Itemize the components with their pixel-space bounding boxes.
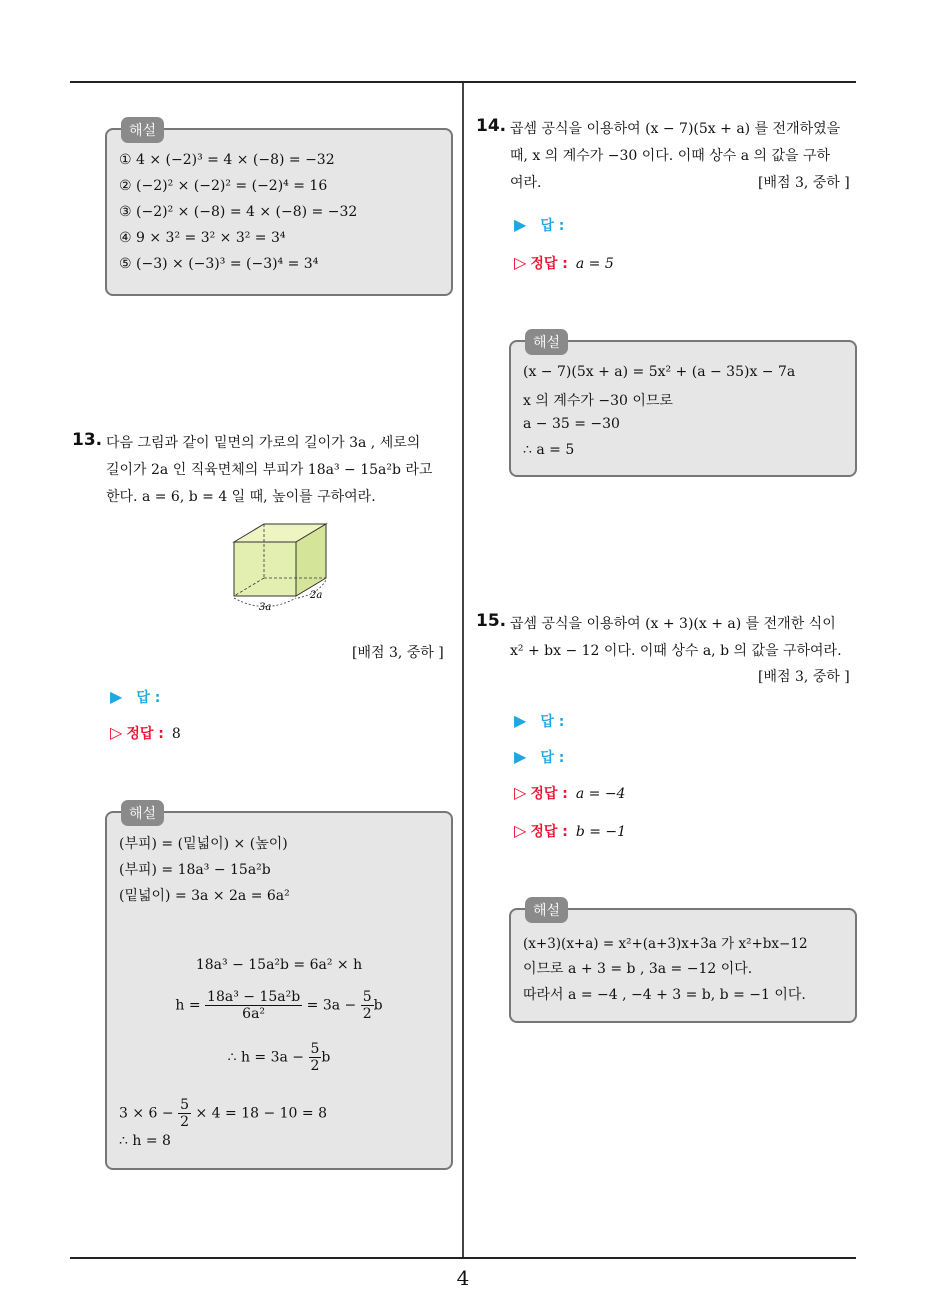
solution-line: ② (−2)² × (−2)² = (−2)⁴ = 16	[119, 178, 328, 194]
equation-2-middle: = 3a −	[306, 997, 357, 1014]
equation-2-fraction	[205, 989, 302, 1022]
question-13-meta: [배점 3, 중하 ]	[352, 645, 444, 661]
fraction-denominator: 2	[362, 1006, 372, 1022]
figure-width-label: 3a	[259, 602, 272, 613]
correct-value: a = 5	[575, 256, 614, 272]
answer-label: 답 :	[540, 714, 565, 730]
answer-label: 답 :	[540, 750, 565, 766]
answer-triangle-icon: ▶	[110, 687, 123, 706]
answer-triangle-icon: ▶	[514, 747, 527, 766]
equation-3-end: b	[321, 1049, 331, 1066]
correct-triangle-icon: ▷	[514, 821, 527, 840]
correct-row-q14	[514, 253, 614, 273]
equation-4-left: 3 × 6 −	[119, 1105, 174, 1122]
answer-triangle-icon: ▶	[514, 215, 527, 234]
solution-tag: 해설	[121, 800, 164, 826]
fraction-numerator: 5	[310, 1041, 320, 1057]
answer-row-q15-a	[514, 711, 564, 731]
figure-depth-label: 2a	[310, 590, 323, 601]
solution-line: (부피) = 18a³ − 15a²b	[119, 862, 271, 878]
question-14-text: 여라.	[510, 175, 542, 191]
equation-4-fraction	[178, 1097, 191, 1130]
correct-label: 정답 :	[530, 256, 568, 272]
correct-value: a = −4	[575, 786, 626, 802]
solution-line: (밑넓이) = 3a × 2a = 6a²	[119, 888, 290, 904]
question-13-text: 길이가 2a 인 직육면체의 부피가 18a³ − 15a²b 라고	[106, 462, 433, 478]
question-13-text: 한다. a = 6, b = 4 일 때, 높이를 구하여라.	[106, 489, 376, 505]
solution-line: ④ 9 × 3² = 3² × 3² = 3⁴	[119, 230, 286, 246]
solution-tag: 해설	[121, 117, 164, 143]
correct-value: 8	[171, 726, 181, 742]
correct-label: 정답 :	[530, 824, 568, 840]
final-answer-line: ∴ h = 8	[119, 1133, 171, 1149]
answer-triangle-icon: ▶	[514, 711, 527, 730]
equation-2-coef-fraction	[361, 989, 374, 1022]
correct-triangle-icon: ▷	[110, 723, 123, 742]
equation-4-end: × 4 = 18 − 10 = 8	[195, 1105, 327, 1122]
question-14-meta: [배점 3, 중하 ]	[758, 175, 850, 191]
question-number-15: 15.	[476, 611, 507, 631]
solution-line: ① 4 × (−2)³ = 4 × (−8) = −32	[119, 152, 335, 168]
fraction-denominator: 2	[180, 1114, 190, 1130]
solution-line: (x+3)(x+a) = x²+(a+3)x+3a 가 x²+bx−12	[523, 936, 808, 952]
question-14-text: 곱셈 공식을 이용하여 (x − 7)(5x + a) 를 전개하였을	[510, 121, 841, 137]
equation-1: 18a³ − 15a²b = 6a² × h	[195, 957, 363, 973]
cuboid-figure	[226, 520, 336, 616]
solution-line: ⑤ (−3) × (−3)³ = (−3)⁴ = 3⁴	[119, 256, 319, 272]
solution-line: (부피) = (밑넓이) × (높이)	[119, 836, 288, 852]
answer-row-q14	[514, 215, 564, 235]
question-15-text: 곱셈 공식을 이용하여 (x + 3)(x + a) 를 전개한 식이	[510, 616, 836, 632]
fraction-numerator: 18a³ − 15a²b	[207, 989, 301, 1005]
solution-tag: 해설	[525, 329, 568, 355]
fraction-numerator: 5	[362, 989, 372, 1005]
solution-line: ③ (−2)² × (−8) = 4 × (−8) = −32	[119, 204, 358, 220]
answer-label: 답 :	[136, 690, 161, 706]
correct-label: 정답 :	[126, 726, 164, 742]
question-number-13: 13.	[72, 430, 103, 450]
bottom-rule	[70, 1257, 856, 1259]
correct-value: b = −1	[575, 824, 627, 840]
solution-box-q14	[509, 335, 857, 477]
correct-row-q13	[110, 723, 181, 743]
question-13-text: 다음 그림과 같이 밑면의 가로의 길이가 3a , 세로의	[106, 435, 421, 451]
equation-4	[119, 1097, 327, 1130]
correct-triangle-icon: ▷	[514, 253, 527, 272]
answer-row-q15-b	[514, 747, 564, 767]
question-15-meta: [배점 3, 중하 ]	[758, 669, 850, 685]
solution-line: a − 35 = −30	[523, 416, 620, 432]
equation-3-fraction	[309, 1041, 322, 1074]
question-15-text: x² + bx − 12 이다. 이때 상수 a, b 의 값을 구하여라.	[510, 643, 842, 659]
solution-tag: 해설	[525, 897, 568, 923]
fraction-numerator: 5	[180, 1097, 190, 1113]
solution-line: x 의 계수가 −30 이므로	[523, 393, 673, 409]
solution-line: ∴ a = 5	[523, 442, 575, 458]
equation-3	[107, 1041, 451, 1074]
solution-box-q12	[105, 123, 453, 296]
solution-line: 따라서 a = −4 , −4 + 3 = b, b = −1 이다.	[523, 987, 806, 1003]
page-number: 4	[456, 1266, 470, 1290]
question-number-14: 14.	[476, 116, 507, 136]
solution-line: (x − 7)(5x + a) = 5x² + (a − 35)x − 7a	[523, 364, 796, 380]
solution-box-q13	[105, 806, 453, 1170]
answer-row-q13	[110, 687, 160, 707]
question-14-text: 때, x 의 계수가 −30 이다. 이때 상수 a 의 값을 구하	[510, 148, 831, 164]
correct-row-q15-b	[514, 821, 626, 841]
fraction-denominator: 2	[310, 1058, 320, 1074]
equation-2-end: b	[373, 997, 383, 1014]
correct-triangle-icon: ▷	[514, 783, 527, 802]
correct-row-q15-a	[514, 783, 625, 803]
solution-line: 이므로 a + 3 = b , 3a = −12 이다.	[523, 961, 753, 977]
equation-2-left: h =	[175, 997, 201, 1014]
correct-label: 정답 :	[530, 786, 568, 802]
solution-box-q15	[509, 903, 857, 1023]
equation-2	[107, 989, 451, 1022]
fraction-denominator: 6a²	[242, 1006, 266, 1022]
equation-3-left: ∴ h = 3a −	[227, 1049, 305, 1066]
column-divider	[462, 83, 464, 1257]
answer-label: 답 :	[540, 218, 565, 234]
